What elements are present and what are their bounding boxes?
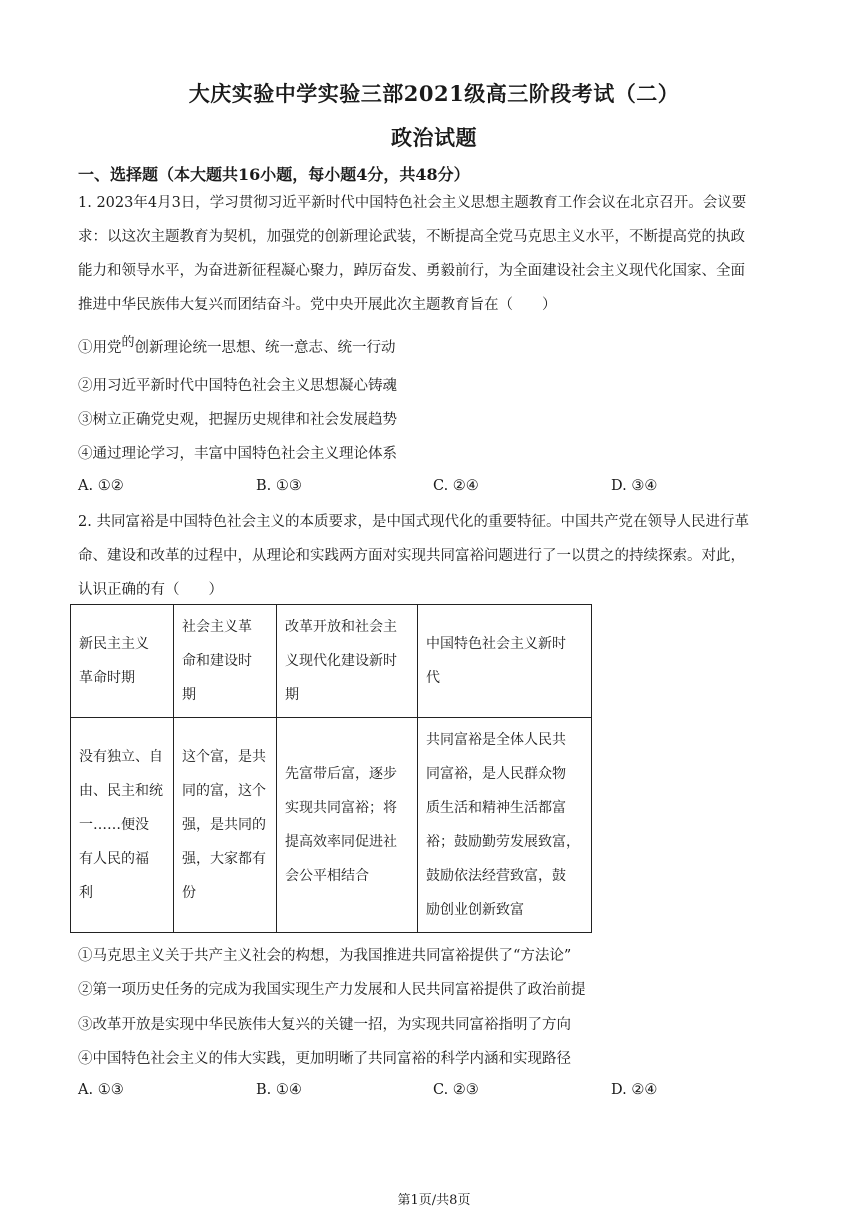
table-row	[71, 718, 592, 933]
cell-line: 份	[182, 885, 196, 901]
question-1-item-1	[78, 336, 396, 357]
exam-subject: 政治试题	[391, 125, 477, 150]
question-2-item-2: ②第一项历史任务的完成为我国实现生产力发展和人民共同富裕提供了政治前提	[78, 982, 586, 998]
cell-line: 中国特色社会主义新时	[426, 636, 566, 652]
question-2-stem-line: 认识正确的有（ ）	[78, 582, 223, 598]
table-cell	[174, 718, 277, 933]
cell-line: 有人民的福	[79, 851, 149, 867]
cell-line: 强，大家都有	[182, 851, 266, 867]
question-2-option-a[interactable]: A. ①③	[78, 1082, 124, 1098]
item-superscript: 的	[121, 335, 135, 350]
common-prosperity-table	[70, 604, 592, 933]
cell-line: 期	[182, 687, 196, 703]
table-cell	[277, 718, 418, 933]
question-1-option-c[interactable]: C. ②④	[433, 478, 479, 494]
table-header-cell	[71, 605, 174, 718]
cell-line: 改革开放和社会主	[285, 619, 397, 635]
item-text: ①用党	[78, 340, 122, 356]
exam-title: 大庆实验中学实验三部2021级高三阶段考试（二）	[188, 81, 680, 106]
cell-line: 同富裕，是人民群众物	[426, 766, 566, 782]
cell-line: 同的富，这个	[182, 783, 266, 799]
question-1-item-3: ③树立正确党史观，把握历史规律和社会发展趋势	[78, 412, 397, 428]
table-header-cell	[277, 605, 418, 718]
question-2-option-b[interactable]: B. ①④	[256, 1082, 302, 1098]
cell-line: 励创业创新致富	[426, 902, 524, 918]
cell-line: 先富带后富，逐步	[285, 766, 397, 782]
cell-line: 共同富裕是全体人民共	[426, 732, 566, 748]
item-text: 创新理论统一思想、统一意志、统一行动	[134, 340, 396, 356]
cell-line: 实现共同富裕；将	[285, 800, 397, 816]
cell-line: 质生活和精神生活都富	[426, 800, 566, 816]
cell-line: 命和建设时	[182, 653, 252, 669]
cell-line: 鼓励依法经营致富，鼓	[426, 868, 566, 884]
table-header-cell	[174, 605, 277, 718]
question-1-stem-line: 1. 2023年4月3日，学习贯彻习近平新时代中国特色社会主义思想主题教育工作会议在北京召开。会议要	[78, 195, 747, 211]
cell-line: 代	[426, 670, 440, 686]
cell-line: 强，是共同的	[182, 817, 266, 833]
question-1-option-d[interactable]: D. ③④	[611, 478, 658, 494]
cell-line: 裕；鼓励勤劳发展致富，	[426, 834, 580, 850]
question-2-stem-line: 2. 共同富裕是中国特色社会主义的本质要求，是中国式现代化的重要特征。中国共产党在领导人民进行革	[78, 514, 749, 530]
question-1-stem-line: 推进中华民族伟大复兴而团结奋斗。党中央开展此次主题教育旨在（ ）	[78, 297, 557, 313]
cell-line: 一……便没	[79, 817, 149, 833]
question-1-stem	[78, 186, 794, 322]
question-1-item-2: ②用习近平新时代中国特色社会主义思想凝心铸魂	[78, 378, 397, 394]
question-1-option-a[interactable]: A. ①②	[78, 478, 124, 494]
cell-line: 革命时期	[79, 670, 135, 686]
cell-line: 义现代化建设新时	[285, 653, 397, 669]
cell-line: 没有独立、自	[79, 749, 163, 765]
question-2-item-4: ④中国特色社会主义的伟大实践，更加明晰了共同富裕的科学内涵和实现路径	[78, 1051, 571, 1067]
cell-line: 由、民主和统	[79, 783, 163, 799]
question-2-option-c[interactable]: C. ②③	[433, 1082, 479, 1098]
table-header-row	[71, 605, 592, 718]
question-1-item-4: ④通过理论学习，丰富中国特色社会主义理论体系	[78, 446, 397, 462]
table-cell	[418, 718, 592, 933]
cell-line: 新民主主义	[79, 636, 149, 652]
cell-line: 利	[79, 885, 93, 901]
cell-line: 期	[285, 687, 299, 703]
question-2-option-d[interactable]: D. ②④	[611, 1082, 658, 1098]
cell-line: 提高效率同促进社	[285, 834, 397, 850]
cell-line: 社会主义革	[182, 619, 252, 635]
question-2-item-3: ③改革开放是实现中华民族伟大复兴的关键一招，为实现共同富裕指明了方向	[78, 1017, 571, 1033]
question-2-stem-line: 命、建设和改革的过程中，从理论和实践两方面对实现共同富裕问题进行了一以贯之的持续探索。对此，	[78, 548, 745, 564]
question-1-option-b[interactable]: B. ①③	[256, 478, 302, 494]
table-cell	[71, 718, 174, 933]
table-header-cell	[418, 605, 592, 718]
page-number: 第1页/共8页	[397, 1193, 471, 1208]
question-2-item-1: ①马克思主义关于共产主义社会的构想，为我国推进共同富裕提供了“方法论”	[78, 948, 572, 964]
cell-line: 会公平相结合	[285, 868, 369, 884]
cell-line: 这个富，是共	[182, 749, 266, 765]
question-2-stem	[78, 505, 794, 607]
question-1-stem-line: 能力和领导水平，为奋进新征程凝心聚力，踔厉奋发、勇毅前行，为全面建设社会主义现代化国家、全面	[78, 263, 745, 279]
question-1-stem-line: 求：以这次主题教育为契机，加强党的创新理论武装，不断提高全党马克思主义水平，不断提高党的执政	[78, 229, 745, 245]
section-heading: 一、选择题（本大题共16小题，每小题4分，共48分）	[78, 165, 470, 184]
